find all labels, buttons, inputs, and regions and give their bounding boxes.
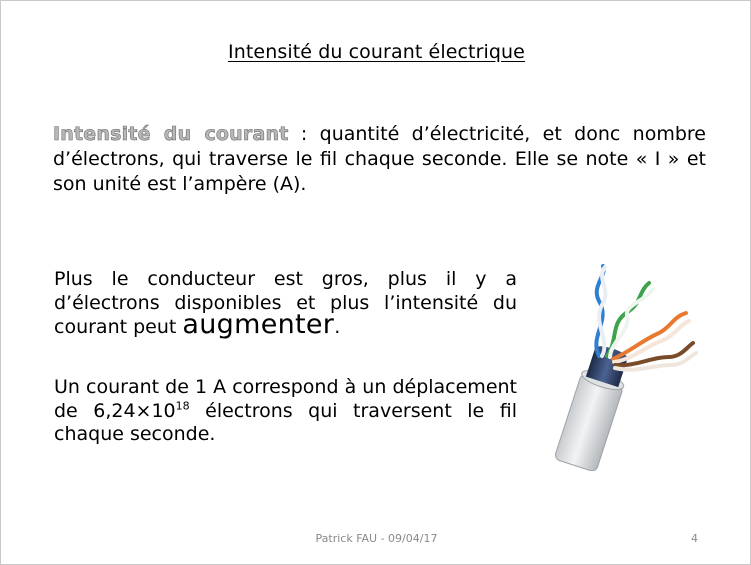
conductor-paragraph xyxy=(54,267,517,339)
ampere-paragraph xyxy=(54,376,517,447)
page-number: 4 xyxy=(691,532,698,545)
slide-title: Intensité du courant électrique xyxy=(228,41,525,63)
conductor-text-end: . xyxy=(334,316,341,338)
exponent: 18 xyxy=(175,399,190,413)
footer-author-date: Patrick FAU - 09/04/17 xyxy=(315,532,438,545)
ethernet-cable-icon xyxy=(541,261,701,471)
ampere-text: Un courant de 1 A correspond à un déplacement de 6,24×10 xyxy=(54,376,517,422)
emphasis-word: augmenter xyxy=(182,309,335,340)
definition-paragraph xyxy=(53,122,706,197)
definition-text: : quantité d’électricité, et donc nombre d’électrons, qui traverse le fil chaque seconde. Elle se note « I » et son unité est l’ampère (A). xyxy=(53,123,706,195)
definition-term: Intensité du courant xyxy=(53,123,289,145)
conductor-text: Plus le conducteur est gros, plus il y a d’électrons disponibles et plus l’intensité du courant peut xyxy=(54,268,517,338)
ampere-text-end: électrons qui traversent le fil chaque seconde. xyxy=(54,399,517,445)
